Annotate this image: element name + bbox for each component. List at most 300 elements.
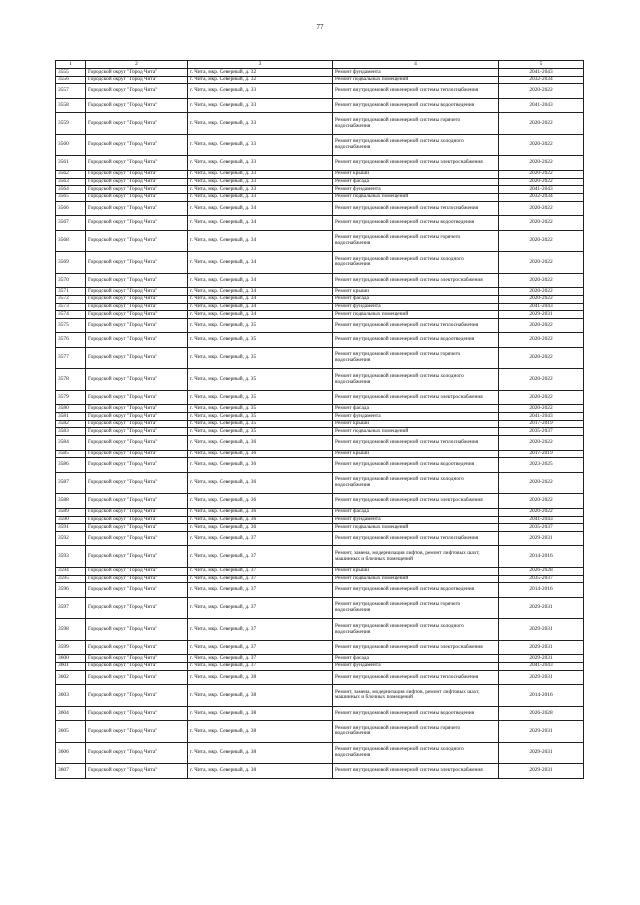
table-row (56, 333, 584, 348)
address-cell: г. Чита, мкр. Северный, д. 34 (188, 216, 333, 231)
period-cell: 2035-2037 (499, 575, 584, 583)
period-cell: 2032-2034 (499, 76, 584, 84)
period-cell: 2023-2025 (499, 458, 584, 473)
table-row (56, 450, 584, 458)
work-type-cell: Ремонт внутридомовой инженерной системы водоотведения (333, 98, 499, 113)
municipality-cell: Городской округ "Город Чита" (86, 458, 188, 473)
row-number-cell: 3574 (56, 311, 86, 319)
table-row (56, 311, 584, 319)
period-cell: 2041-2043 (499, 413, 584, 421)
period-cell: 2029-2031 (499, 311, 584, 319)
column-header: 5 (499, 61, 584, 69)
table-row (56, 295, 584, 303)
row-number-cell: 3600 (56, 655, 86, 663)
period-cell: 2020-2022 (499, 84, 584, 99)
period-cell: 2017-2019 (499, 420, 584, 428)
row-number-cell: 3594 (56, 567, 86, 575)
period-cell: 2020-2022 (499, 134, 584, 156)
work-type-cell: Ремонт внутридомовой инженерной системы холодного водоснабжения (333, 252, 499, 274)
row-number-cell: 3605 (56, 721, 86, 743)
municipality-cell: Городской округ "Город Чита" (86, 436, 188, 451)
address-cell: г. Чита, мкр. Северный, д. 37 (188, 583, 333, 598)
municipality-cell: Городской округ "Город Чита" (86, 655, 188, 663)
period-cell: 2020-2022 (499, 333, 584, 348)
row-number-cell: 3592 (56, 531, 86, 546)
address-cell: г. Чита, мкр. Северный, д. 35 (188, 405, 333, 413)
period-cell: 2026-2028 (499, 567, 584, 575)
address-cell: г. Чита, мкр. Северный, д. 33 (188, 98, 333, 113)
work-type-cell: Ремонт фундамента (333, 69, 499, 77)
table-row (56, 193, 584, 201)
address-cell: г. Чита, мкр. Северный, д. 36 (188, 524, 333, 532)
period-cell: 2014-2016 (499, 583, 584, 598)
address-cell: г. Чита, мкр. Северный, д. 33 (188, 186, 333, 194)
municipality-cell: Городской округ "Город Чита" (86, 721, 188, 743)
period-cell: 2017-2019 (499, 450, 584, 458)
address-cell: г. Чита, мкр. Северный, д. 35 (188, 333, 333, 348)
table-row (56, 436, 584, 451)
row-number-cell: 3560 (56, 134, 86, 156)
address-cell: г. Чита, мкр. Северный, д. 32 (188, 76, 333, 84)
table-row (56, 252, 584, 274)
period-cell: 2020-2022 (499, 295, 584, 303)
period-cell: 2020-2022 (499, 318, 584, 333)
row-number-cell: 3595 (56, 575, 86, 583)
row-number-cell: 3562 (56, 170, 86, 178)
table-row (56, 273, 584, 288)
work-type-cell: Ремонт внутридомовой инженерной системы теплоснабжения (333, 531, 499, 546)
municipality-cell: Городской округ "Город Чита" (86, 742, 188, 764)
address-cell: г. Чита, мкр. Северный, д. 35 (188, 390, 333, 405)
period-cell: 2020-2022 (499, 508, 584, 516)
table-row (56, 685, 584, 707)
period-cell: 2020-2022 (499, 230, 584, 252)
work-type-cell: Ремонт внутридомовой инженерной системы теплоснабжения (333, 84, 499, 99)
period-cell: 2041-2043 (499, 98, 584, 113)
address-cell: г. Чита, мкр. Северный, д. 33 (188, 170, 333, 178)
municipality-cell: Городской округ "Город Чита" (86, 230, 188, 252)
table-row (56, 186, 584, 194)
municipality-cell: Городской округ "Город Чита" (86, 303, 188, 311)
address-cell: г. Чита, мкр. Северный, д. 37 (188, 567, 333, 575)
municipality-cell: Городской округ "Город Чита" (86, 420, 188, 428)
work-type-cell: Ремонт фундамента (333, 516, 499, 524)
work-type-cell: Ремонт крыши (333, 170, 499, 178)
address-cell: г. Чита, мкр. Северный, д. 36 (188, 450, 333, 458)
table-row (56, 742, 584, 764)
row-number-cell: 3578 (56, 369, 86, 391)
address-cell: г. Чита, мкр. Северный, д. 35 (188, 318, 333, 333)
table-row (56, 567, 584, 575)
address-cell: г. Чита, мкр. Северный, д. 38 (188, 706, 333, 721)
work-type-cell: Ремонт внутридомовой инженерной системы холодного водоснабжения (333, 619, 499, 641)
table-row (56, 670, 584, 685)
table-row (56, 428, 584, 436)
period-cell: 2020-2022 (499, 170, 584, 178)
table-row (56, 597, 584, 619)
table-row (56, 508, 584, 516)
table-row (56, 288, 584, 296)
table-row (56, 531, 584, 546)
address-cell: г. Чита, мкр. Северный, д. 33 (188, 178, 333, 186)
row-number-cell: 3586 (56, 458, 86, 473)
period-cell: 2029-2031 (499, 640, 584, 655)
period-cell: 2020-2022 (499, 288, 584, 296)
municipality-cell: Городской округ "Город Чита" (86, 69, 188, 77)
address-cell: г. Чита, мкр. Северный, д. 33 (188, 113, 333, 135)
municipality-cell: Городской округ "Город Чита" (86, 134, 188, 156)
period-cell: 2014-2016 (499, 685, 584, 707)
work-type-cell: Ремонт подвальных помещений (333, 193, 499, 201)
period-cell: 2029-2031 (499, 597, 584, 619)
municipality-cell: Городской округ "Город Чита" (86, 98, 188, 113)
period-cell: 2029-2031 (499, 742, 584, 764)
table-row (56, 230, 584, 252)
work-type-cell: Ремонт подвальных помещений (333, 575, 499, 583)
table-row (56, 764, 584, 779)
municipality-cell: Городской округ "Город Чита" (86, 186, 188, 194)
period-cell: 2020-2022 (499, 273, 584, 288)
address-cell: г. Чита, мкр. Северный, д. 35 (188, 413, 333, 421)
work-type-cell: Ремонт фасада (333, 508, 499, 516)
table-row (56, 216, 584, 231)
table-row (56, 76, 584, 84)
table-row (56, 303, 584, 311)
table-row (56, 413, 584, 421)
municipality-cell: Городской округ "Город Чита" (86, 347, 188, 369)
address-cell: г. Чита, мкр. Северный, д. 36 (188, 494, 333, 509)
table-row (56, 84, 584, 99)
table-row (56, 662, 584, 670)
row-number-cell: 3581 (56, 413, 86, 421)
work-type-cell: Ремонт внутридомовой инженерной системы водоотведения (333, 216, 499, 231)
work-type-cell: Ремонт внутридомовой инженерной системы водоотведения (333, 333, 499, 348)
address-cell: г. Чита, мкр. Северный, д. 36 (188, 436, 333, 451)
address-cell: г. Чита, мкр. Северный, д. 37 (188, 546, 333, 568)
work-type-cell: Ремонт, замена, модернизация лифтов, ремонт лифтовых шахт, машинных и блочных помещений (333, 546, 499, 568)
table-row (56, 575, 584, 583)
table-row (56, 619, 584, 641)
row-number-cell: 3555 (56, 69, 86, 77)
address-cell: г. Чита, мкр. Северный, д. 36 (188, 516, 333, 524)
municipality-cell: Городской округ "Город Чита" (86, 516, 188, 524)
row-number-cell: 3563 (56, 178, 86, 186)
row-number-cell: 3585 (56, 450, 86, 458)
period-cell: 2020-2022 (499, 156, 584, 171)
address-cell: г. Чита, мкр. Северный, д. 34 (188, 252, 333, 274)
address-cell: г. Чита, мкр. Северный, д. 33 (188, 156, 333, 171)
table-row (56, 156, 584, 171)
period-cell: 2020-2022 (499, 252, 584, 274)
municipality-cell: Городской округ "Город Чита" (86, 662, 188, 670)
period-cell: 2020-2022 (499, 216, 584, 231)
row-number-cell: 3561 (56, 156, 86, 171)
period-cell: 2029-2031 (499, 670, 584, 685)
period-cell: 2026-2028 (499, 706, 584, 721)
period-cell: 2014-2016 (499, 546, 584, 568)
page-number: 77 (316, 23, 324, 31)
municipality-cell: Городской округ "Город Чита" (86, 252, 188, 274)
period-cell: 2029-2031 (499, 655, 584, 663)
row-number-cell: 3575 (56, 318, 86, 333)
address-cell: г. Чита, мкр. Северный, д. 34 (188, 303, 333, 311)
row-number-cell: 3558 (56, 98, 86, 113)
work-type-cell: Ремонт внутридомовой инженерной системы холодного водоснабжения (333, 134, 499, 156)
work-type-cell: Ремонт внутридомовой инженерной системы электроснабжения (333, 156, 499, 171)
address-cell: г. Чита, мкр. Северный, д. 33 (188, 134, 333, 156)
municipality-cell: Городской округ "Город Чита" (86, 201, 188, 216)
work-type-cell: Ремонт внутридомовой инженерной системы электроснабжения (333, 764, 499, 779)
address-cell: г. Чита, мкр. Северный, д. 38 (188, 721, 333, 743)
row-number-cell: 3556 (56, 76, 86, 84)
municipality-cell: Городской округ "Город Чита" (86, 311, 188, 319)
period-cell: 2020-2022 (499, 178, 584, 186)
work-type-cell: Ремонт внутридомовой инженерной системы электроснабжения (333, 390, 499, 405)
municipality-cell: Городской округ "Город Чита" (86, 84, 188, 99)
work-type-cell: Ремонт крыши (333, 567, 499, 575)
work-type-cell: Ремонт внутридомовой инженерной системы теплоснабжения (333, 436, 499, 451)
address-cell: г. Чита, мкр. Северный, д. 35 (188, 420, 333, 428)
municipality-cell: Городской округ "Город Чита" (86, 597, 188, 619)
table-row (56, 706, 584, 721)
work-type-cell: Ремонт внутридомовой инженерной системы горячего водоснабжения (333, 721, 499, 743)
work-type-cell: Ремонт крыши (333, 288, 499, 296)
row-number-cell: 3584 (56, 436, 86, 451)
municipality-cell: Городской округ "Город Чита" (86, 390, 188, 405)
table-row (56, 318, 584, 333)
municipality-cell: Городской округ "Город Чита" (86, 450, 188, 458)
municipality-cell: Городской округ "Город Чита" (86, 178, 188, 186)
address-cell: г. Чита, мкр. Северный, д. 37 (188, 640, 333, 655)
address-cell: г. Чита, мкр. Северный, д. 35 (188, 369, 333, 391)
table-row (56, 134, 584, 156)
work-type-cell: Ремонт фасада (333, 405, 499, 413)
period-cell: 2020-2022 (499, 113, 584, 135)
work-type-cell: Ремонт крыши (333, 450, 499, 458)
row-number-cell: 3603 (56, 685, 86, 707)
address-cell: г. Чита, мкр. Северный, д. 34 (188, 295, 333, 303)
work-type-cell: Ремонт внутридомовой инженерной системы водоотведения (333, 583, 499, 598)
row-number-cell: 3565 (56, 193, 86, 201)
table-row (56, 69, 584, 77)
address-cell: г. Чита, мкр. Северный, д. 33 (188, 193, 333, 201)
row-number-cell: 3564 (56, 186, 86, 194)
municipality-cell: Городской округ "Город Чита" (86, 706, 188, 721)
period-cell: 2041-2043 (499, 303, 584, 311)
column-header: 4 (333, 61, 499, 69)
address-cell: г. Чита, мкр. Северный, д. 34 (188, 311, 333, 319)
row-number-cell: 3601 (56, 662, 86, 670)
row-number-cell: 3566 (56, 201, 86, 216)
table-row (56, 472, 584, 494)
repair-schedule-table (55, 60, 584, 779)
municipality-cell: Городской округ "Город Чита" (86, 764, 188, 779)
period-cell: 2020-2022 (499, 472, 584, 494)
column-header: 3 (188, 61, 333, 69)
municipality-cell: Городской округ "Город Чита" (86, 619, 188, 641)
row-number-cell: 3591 (56, 524, 86, 532)
work-type-cell: Ремонт фасада (333, 295, 499, 303)
row-number-cell: 3587 (56, 472, 86, 494)
address-cell: г. Чита, мкр. Северный, д. 34 (188, 230, 333, 252)
table-row (56, 113, 584, 135)
municipality-cell: Городской округ "Город Чита" (86, 333, 188, 348)
address-cell: г. Чита, мкр. Северный, д. 32 (188, 69, 333, 77)
period-cell: 2020-2022 (499, 494, 584, 509)
period-cell: 2020-2022 (499, 436, 584, 451)
row-number-cell: 3580 (56, 405, 86, 413)
municipality-cell: Городской округ "Город Чита" (86, 113, 188, 135)
work-type-cell: Ремонт внутридомовой инженерной системы электроснабжения (333, 273, 499, 288)
work-type-cell: Ремонт внутридомовой инженерной системы горячего водоснабжения (333, 230, 499, 252)
work-type-cell: Ремонт фасада (333, 178, 499, 186)
period-cell: 2029-2031 (499, 764, 584, 779)
row-number-cell: 3576 (56, 333, 86, 348)
period-cell: 2020-2022 (499, 347, 584, 369)
row-number-cell: 3596 (56, 583, 86, 598)
table-row (56, 178, 584, 186)
period-cell: 2020-2022 (499, 369, 584, 391)
period-cell: 2020-2022 (499, 390, 584, 405)
table-row (56, 516, 584, 524)
row-number-cell: 3582 (56, 420, 86, 428)
period-cell: 2029-2031 (499, 619, 584, 641)
table-row (56, 640, 584, 655)
address-cell: г. Чита, мкр. Северный, д. 33 (188, 84, 333, 99)
address-cell: г. Чита, мкр. Северный, д. 37 (188, 655, 333, 663)
municipality-cell: Городской округ "Город Чита" (86, 216, 188, 231)
work-type-cell: Ремонт подвальных помещений (333, 311, 499, 319)
period-cell: 2020-2022 (499, 405, 584, 413)
work-type-cell: Ремонт внутридомовой инженерной системы теплоснабжения (333, 318, 499, 333)
work-type-cell: Ремонт внутридомовой инженерной системы электроснабжения (333, 494, 499, 509)
period-cell: 2041-2043 (499, 69, 584, 77)
row-number-cell: 3577 (56, 347, 86, 369)
municipality-cell: Городской округ "Город Чита" (86, 156, 188, 171)
address-cell: г. Чита, мкр. Северный, д. 36 (188, 458, 333, 473)
municipality-cell: Городской округ "Город Чита" (86, 472, 188, 494)
municipality-cell: Городской округ "Город Чита" (86, 193, 188, 201)
row-number-cell: 3571 (56, 288, 86, 296)
municipality-cell: Городской округ "Город Чита" (86, 428, 188, 436)
municipality-cell: Городской округ "Город Чита" (86, 567, 188, 575)
period-cell: 2041-2043 (499, 516, 584, 524)
period-cell: 2041-2043 (499, 186, 584, 194)
work-type-cell: Ремонт внутридомовой инженерной системы горячего водоснабжения (333, 113, 499, 135)
address-cell: г. Чита, мкр. Северный, д. 38 (188, 764, 333, 779)
table-row (56, 390, 584, 405)
work-type-cell: Ремонт крыши (333, 420, 499, 428)
period-cell: 2020-2022 (499, 201, 584, 216)
row-number-cell: 3569 (56, 252, 86, 274)
column-header: 2 (86, 61, 188, 69)
municipality-cell: Городской округ "Город Чита" (86, 524, 188, 532)
municipality-cell: Городской округ "Город Чита" (86, 575, 188, 583)
period-cell: 2029-2031 (499, 531, 584, 546)
table-row (56, 170, 584, 178)
municipality-cell: Городской округ "Город Чита" (86, 170, 188, 178)
address-cell: г. Чита, мкр. Северный, д. 38 (188, 685, 333, 707)
work-type-cell: Ремонт, замена, модернизация лифтов, ремонт лифтовых шахт, машинных и блочных помещений (333, 685, 499, 707)
table-body (56, 69, 584, 779)
row-number-cell: 3597 (56, 597, 86, 619)
address-cell: г. Чита, мкр. Северный, д. 37 (188, 575, 333, 583)
row-number-cell: 3606 (56, 742, 86, 764)
row-number-cell: 3579 (56, 390, 86, 405)
table-row (56, 494, 584, 509)
municipality-cell: Городской округ "Город Чита" (86, 369, 188, 391)
row-number-cell: 3588 (56, 494, 86, 509)
address-cell: г. Чита, мкр. Северный, д. 37 (188, 619, 333, 641)
row-number-cell: 3593 (56, 546, 86, 568)
work-type-cell: Ремонт подвальных помещений (333, 428, 499, 436)
work-type-cell: Ремонт внутридомовой инженерной системы электроснабжения (333, 640, 499, 655)
address-cell: г. Чита, мкр. Северный, д. 37 (188, 662, 333, 670)
table-row (56, 524, 584, 532)
address-cell: г. Чита, мкр. Северный, д. 37 (188, 597, 333, 619)
period-cell: 2029-2031 (499, 721, 584, 743)
address-cell: г. Чита, мкр. Северный, д. 34 (188, 273, 333, 288)
work-type-cell: Ремонт фундамента (333, 662, 499, 670)
table-row (56, 201, 584, 216)
row-number-cell: 3589 (56, 508, 86, 516)
work-type-cell: Ремонт внутридомовой инженерной системы холодного водоснабжения (333, 472, 499, 494)
period-cell: 2035-2037 (499, 428, 584, 436)
work-type-cell: Ремонт фундамента (333, 303, 499, 311)
table-row (56, 98, 584, 113)
column-header: 1 (56, 61, 86, 69)
address-cell: г. Чита, мкр. Северный, д. 38 (188, 742, 333, 764)
row-number-cell: 3573 (56, 303, 86, 311)
address-cell: г. Чита, мкр. Северный, д. 36 (188, 472, 333, 494)
work-type-cell: Ремонт подвальных помещений (333, 76, 499, 84)
work-type-cell: Ремонт фасада (333, 655, 499, 663)
municipality-cell: Городской округ "Город Чита" (86, 685, 188, 707)
address-cell: г. Чита, мкр. Северный, д. 38 (188, 670, 333, 685)
municipality-cell: Городской округ "Город Чита" (86, 494, 188, 509)
address-cell: г. Чита, мкр. Северный, д. 34 (188, 288, 333, 296)
municipality-cell: Городской округ "Город Чита" (86, 76, 188, 84)
work-type-cell: Ремонт фундамента (333, 186, 499, 194)
municipality-cell: Городской округ "Город Чита" (86, 288, 188, 296)
period-cell: 2041-2043 (499, 662, 584, 670)
work-type-cell: Ремонт внутридомовой инженерной системы горячего водоснабжения (333, 597, 499, 619)
row-number-cell: 3559 (56, 113, 86, 135)
row-number-cell: 3570 (56, 273, 86, 288)
work-type-cell: Ремонт фундамента (333, 413, 499, 421)
work-type-cell: Ремонт внутридомовой инженерной системы холодного водоснабжения (333, 742, 499, 764)
row-number-cell: 3557 (56, 84, 86, 99)
row-number-cell: 3590 (56, 516, 86, 524)
row-number-cell: 3602 (56, 670, 86, 685)
row-number-cell: 3607 (56, 764, 86, 779)
row-number-cell: 3604 (56, 706, 86, 721)
row-number-cell: 3599 (56, 640, 86, 655)
address-cell: г. Чита, мкр. Северный, д. 34 (188, 201, 333, 216)
table-row (56, 583, 584, 598)
table-row (56, 405, 584, 413)
work-type-cell: Ремонт внутридомовой инженерной системы водоотведения (333, 706, 499, 721)
address-cell: г. Чита, мкр. Северный, д. 35 (188, 347, 333, 369)
work-type-cell: Ремонт внутридомовой инженерной системы горячего водоснабжения (333, 347, 499, 369)
table-row (56, 458, 584, 473)
row-number-cell: 3572 (56, 295, 86, 303)
address-cell: г. Чита, мкр. Северный, д. 35 (188, 428, 333, 436)
period-cell: 2032-2034 (499, 193, 584, 201)
municipality-cell: Городской округ "Город Чита" (86, 583, 188, 598)
work-type-cell: Ремонт внутридомовой инженерной системы холодного водоснабжения (333, 369, 499, 391)
municipality-cell: Городской округ "Город Чита" (86, 670, 188, 685)
